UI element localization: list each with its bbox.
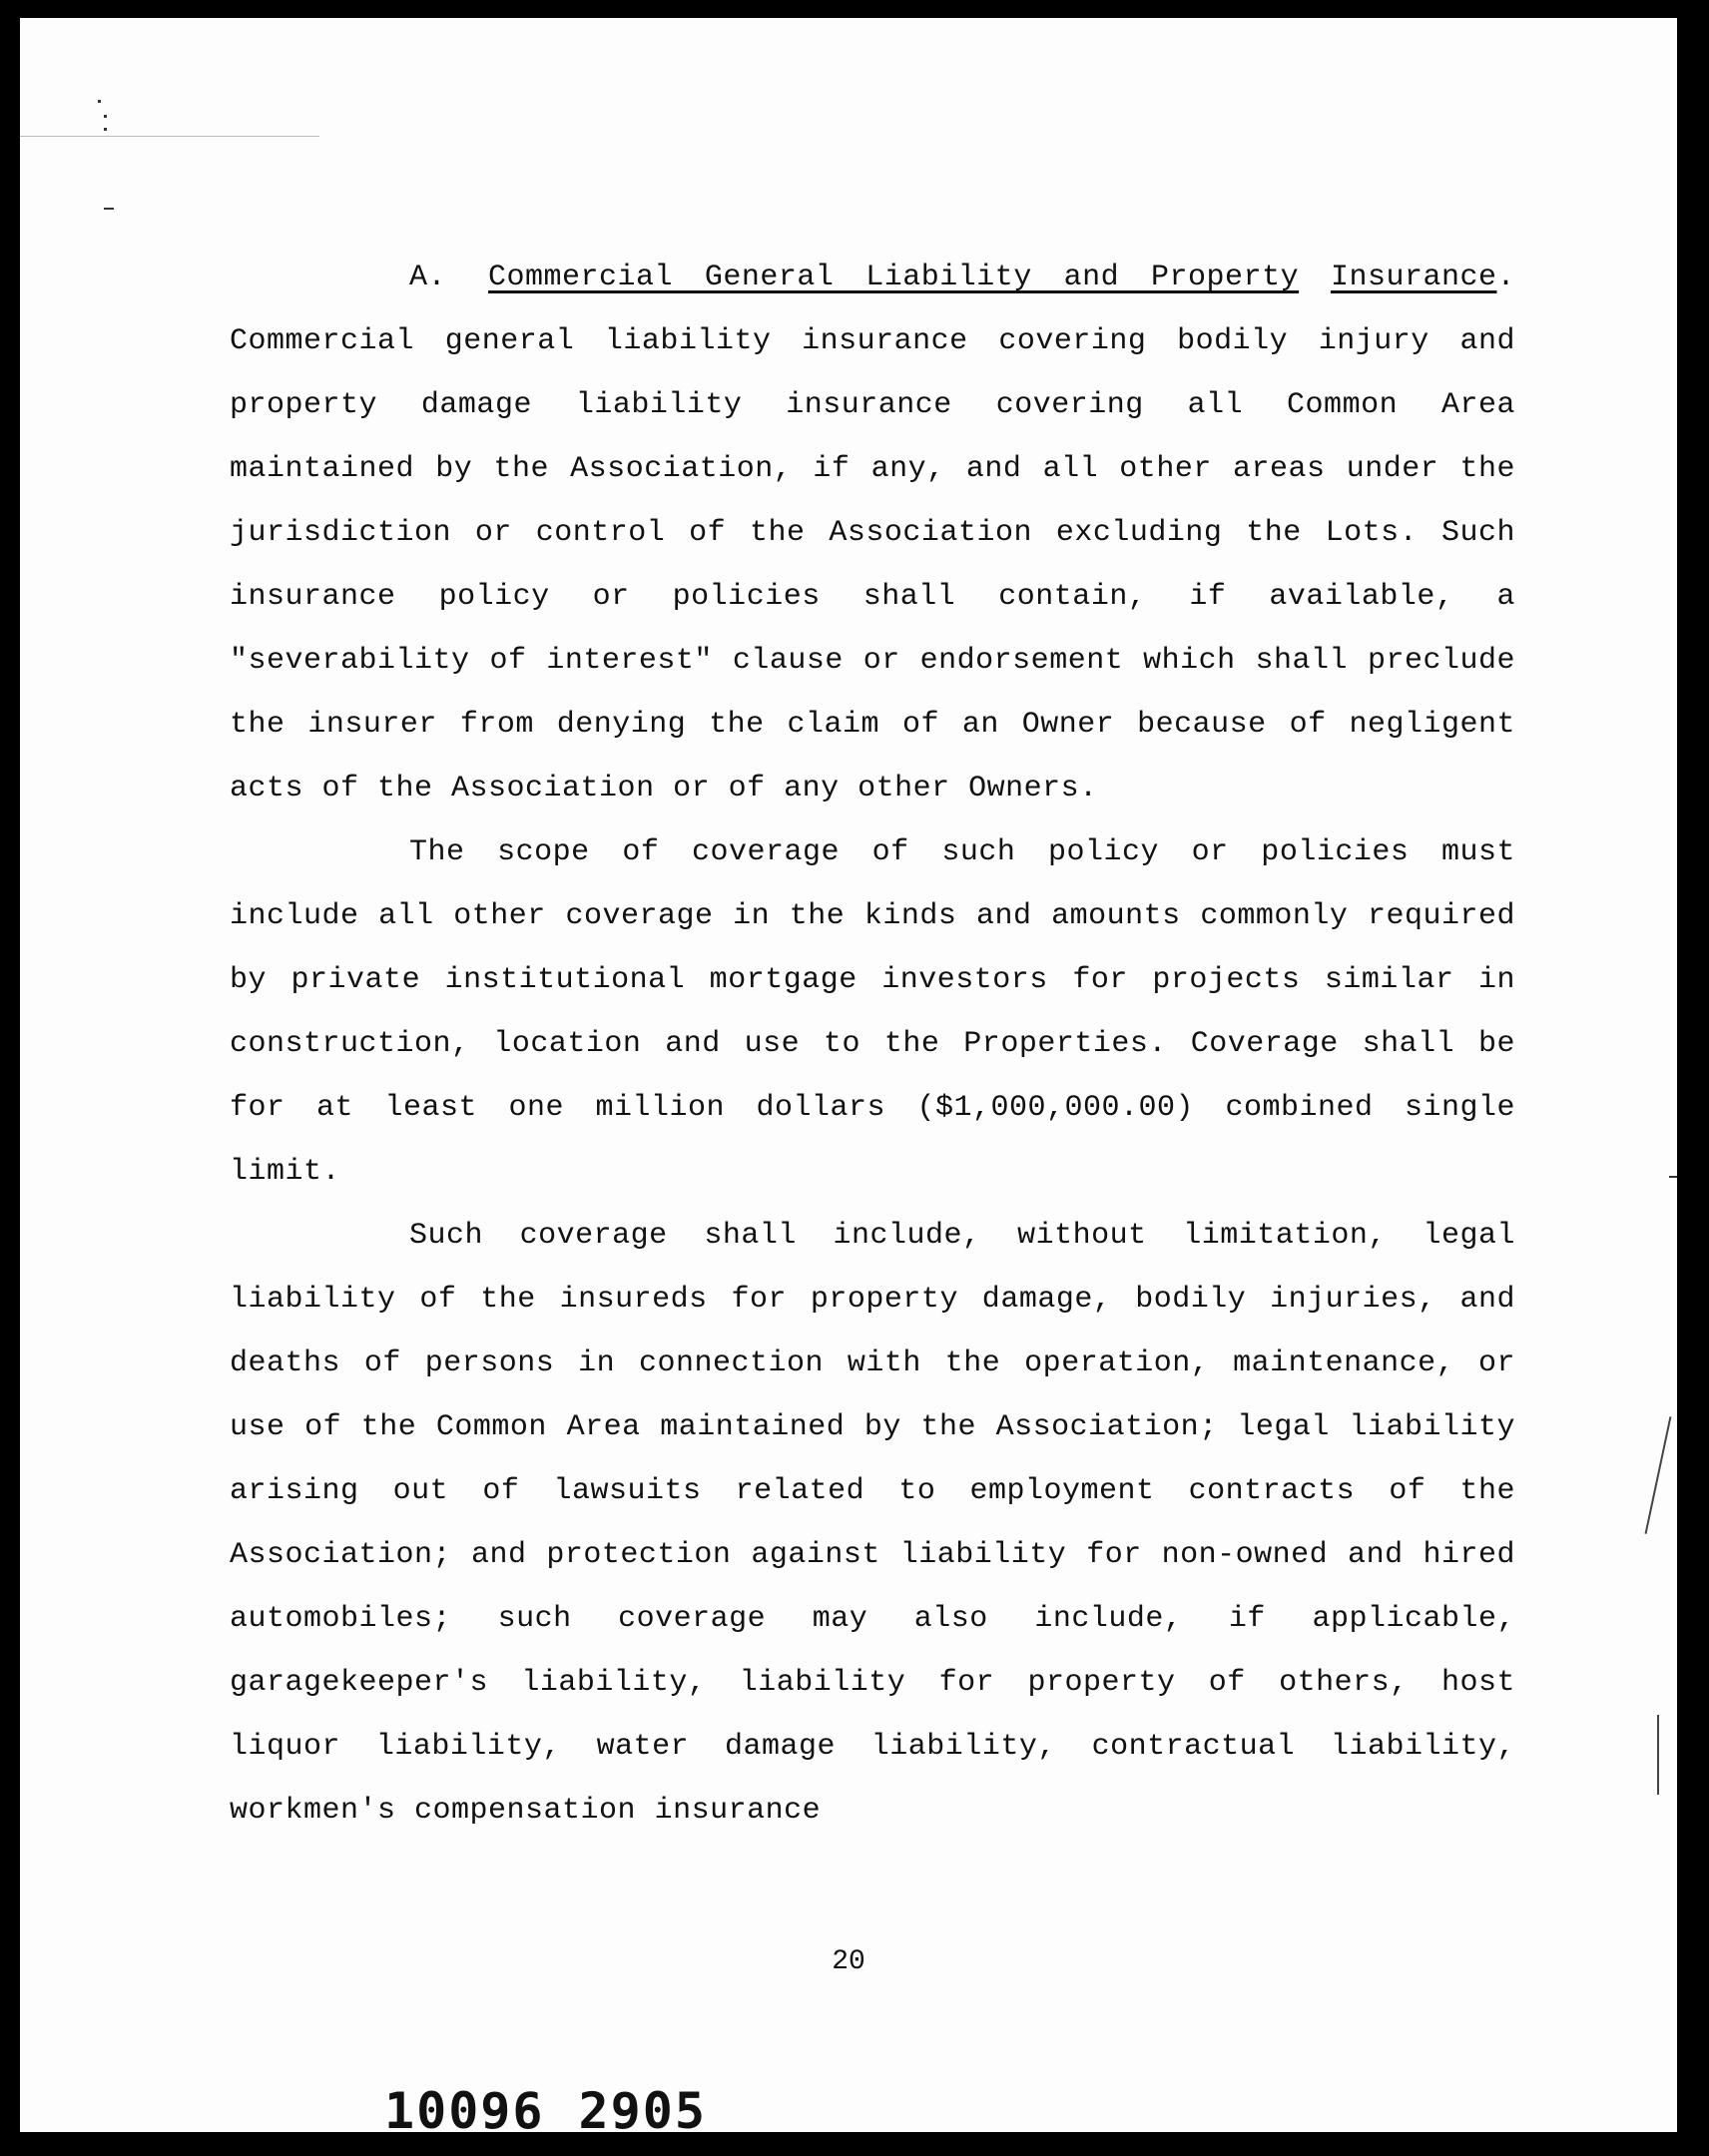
scan-speck [104,208,114,210]
scan-speck [1669,1176,1677,1178]
document-page [20,18,1677,2132]
paragraph-heading [230,246,1515,820]
document-stamp [384,2082,707,2132]
document-stamp-part-1: 10096 [384,2082,545,2132]
scan-speck [98,100,101,103]
section-heading-title: Commercial General Liability and Property [488,261,1300,294]
scan-edge-mark [1645,1416,1672,1534]
paragraph-3: Such coverage shall include, without limitation, legal liability of the insureds for property damage, bodily injuries, and deaths of persons in connection with the operation, maintenance, or use of the Common Area maintained by the Association; legal liability arising out of lawsuits related to employment contracts of the Association; and protection against liability for non-owned and hired automobiles; such coverage may also include, if applicable, garagekeeper's liability, liability for property of others, host liquor liability, water damage liability, contractual liability, workmen's compensation insurance [230,1219,1515,1828]
document-body [230,246,1515,1843]
scan-speck [104,128,107,131]
scan-speck [104,115,107,118]
section-heading-punct: . [1496,261,1515,294]
page-number: 20 [832,1946,865,1977]
section-marker: A. [409,261,447,294]
scan-edge-mark [1657,1715,1659,1795]
paragraph-1-body: Commercial general liability insurance covering bodily injury and property damage liability insurance covering all Common Area maintained by the Association, if any, and all other areas under the jurisdiction or control of the Association excluding the Lots. Such insurance policy or policies shall contain, if available, a "severability of interest" clause or endorsement which shall preclude the insurer from denying the claim of an Owner because of negligent acts of the Association or of any other Owners. [230,324,1515,806]
paragraph-2: The scope of coverage of such policy or policies must include all other coverage in the kinds and amounts commonly required by private institutional mortgage investors for projects similar in construction, location and use to the Properties. Coverage shall be for at least one million dollars ($1,000,000.00) combined single limit. [230,835,1515,1189]
document-stamp-part-2: 2905 [578,2082,707,2132]
scan-dotted-line [20,136,319,137]
section-heading-continuation: Insurance [1330,261,1497,294]
